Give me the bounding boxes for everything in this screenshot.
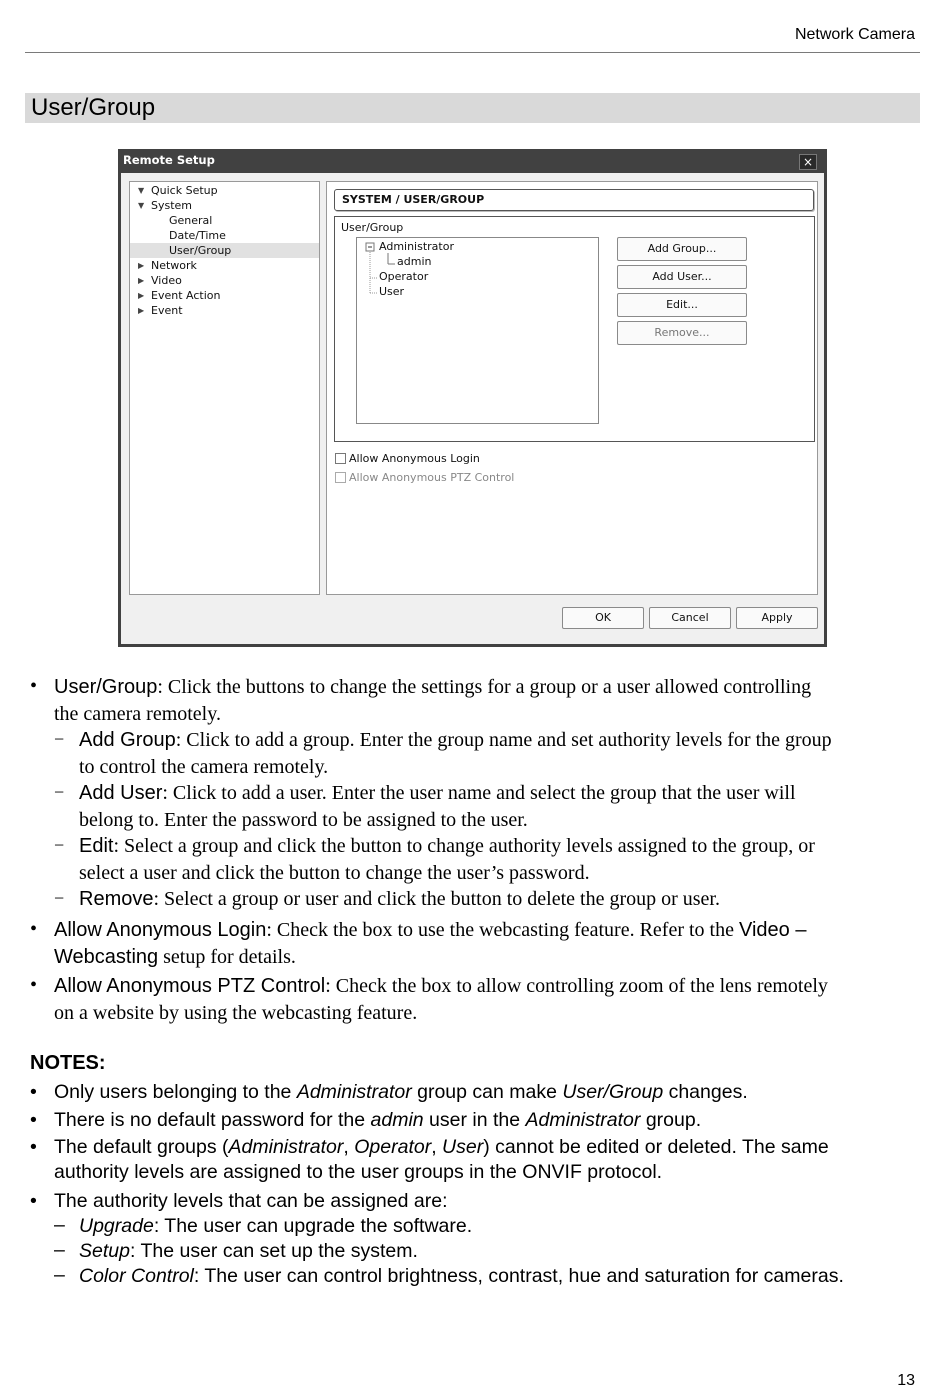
- dash: −: [54, 729, 65, 749]
- desc-text: : Check the box to use the webcasting feature. Refer to the: [266, 919, 739, 941]
- desc-add-user: [79, 780, 920, 833]
- desc-term: Add User: [79, 782, 163, 804]
- desc-text: to control the camera remotely.: [79, 755, 329, 778]
- nav-item-label: Event: [151, 304, 183, 317]
- expand-arrow-icon: ▶: [138, 306, 145, 315]
- tree-node-administrator[interactable]: Administrator: [379, 240, 454, 253]
- add-group-button[interactable]: Add Group...: [617, 237, 747, 261]
- bullet: •: [30, 1136, 37, 1158]
- desc-text: : Click to add a user. Enter the user name and select the group that the user will: [162, 782, 796, 804]
- desc-text: select a user and click the button to change the user’s password.: [79, 861, 590, 884]
- anonymous-login-checkbox[interactable]: [335, 452, 480, 466]
- desc-term: Allow Anonymous Login: [54, 919, 267, 941]
- note-text: changes.: [663, 1081, 748, 1103]
- desc-text: on a website by using the webcasting feature.: [54, 1001, 418, 1024]
- remote-setup-dialog: [118, 149, 827, 647]
- note-emphasis: Administrator: [228, 1136, 344, 1158]
- desc-text: : Click to add a group. Enter the group name and set authority levels for the group: [175, 729, 832, 751]
- ok-button[interactable]: OK: [562, 607, 644, 629]
- nav-item-label: User/Group: [169, 244, 232, 257]
- user-group-groupbox: [334, 216, 815, 442]
- note-text: : The user can control brightness, contrast, hue and saturation for cameras.: [193, 1265, 844, 1287]
- page-number: 13: [897, 1372, 915, 1389]
- desc-reference: Video –: [738, 919, 807, 941]
- nav-item-label: General: [169, 214, 213, 227]
- header-rule: [25, 52, 920, 53]
- cancel-button[interactable]: Cancel: [649, 607, 731, 629]
- level-setup: [79, 1239, 418, 1264]
- bullet: •: [30, 918, 38, 940]
- note-emphasis: Upgrade: [79, 1215, 154, 1237]
- note-emphasis: Administrator: [525, 1109, 641, 1131]
- desc-term: Edit: [79, 835, 114, 857]
- close-icon[interactable]: ×: [799, 154, 817, 170]
- bullet: •: [30, 1081, 37, 1103]
- desc-text: : Select a group and click the button to change authority levels assigned to the group, or: [113, 835, 815, 857]
- section-title: User/Group: [31, 94, 156, 121]
- note-text: group.: [640, 1109, 702, 1131]
- desc-text: : Select a group or user and click the button to delete the group or user.: [153, 888, 720, 910]
- desc-term: Add Group: [79, 729, 176, 751]
- note-text: authority levels are assigned to the user groups in the ONVIF protocol.: [54, 1161, 663, 1183]
- desc-text: the camera remotely.: [54, 702, 221, 725]
- expand-arrow-icon: ▶: [138, 291, 145, 300]
- document-title: Network Camera: [794, 26, 915, 43]
- section-heading-bar: [25, 93, 920, 123]
- tree-node-admin[interactable]: admin: [397, 255, 432, 268]
- note-text: : The user can upgrade the software.: [153, 1215, 473, 1237]
- apply-button[interactable]: Apply: [736, 607, 818, 629]
- dash: –: [54, 1239, 65, 1261]
- notes-title: NOTES:: [30, 1052, 106, 1074]
- checkbox-box[interactable]: [335, 472, 346, 483]
- bullet: •: [30, 675, 38, 697]
- expand-arrow-icon: ▼: [138, 186, 145, 195]
- tree-node-user[interactable]: User: [379, 285, 405, 298]
- nav-item-label: Network: [151, 259, 197, 272]
- nav-item-quick-setup[interactable]: [130, 183, 319, 198]
- expand-arrow-icon: ▼: [138, 201, 145, 210]
- panel-header-title: SYSTEM / USER/GROUP: [342, 193, 485, 206]
- note-emphasis: Color Control: [79, 1265, 194, 1287]
- desc-term: Allow Anonymous PTZ Control: [54, 975, 326, 997]
- nav-item-label: Quick Setup: [151, 184, 218, 197]
- note-2: [54, 1108, 701, 1133]
- note-text: The authority levels that can be assigned are:: [54, 1190, 448, 1212]
- note-emphasis: Operator: [354, 1136, 432, 1158]
- desc-text: belong to. Enter the password to be assigned to the user.: [79, 808, 528, 831]
- note-text: ,: [343, 1136, 355, 1158]
- note-text: ) cannot be edited or deleted. The same: [483, 1136, 829, 1158]
- remove-button[interactable]: Remove...: [617, 321, 747, 345]
- nav-item-general[interactable]: [130, 213, 319, 228]
- nav-item-event[interactable]: [130, 303, 319, 318]
- desc-remove: [79, 886, 920, 913]
- panel-header: [334, 189, 814, 211]
- expand-arrow-icon: ▶: [138, 276, 145, 285]
- dialog-title: Remote Setup: [123, 153, 215, 167]
- desc-text: : Click the buttons to change the settings for a group or a user allowed controlling: [157, 676, 812, 698]
- bullet: •: [30, 1190, 37, 1212]
- settings-nav-tree: [129, 181, 320, 595]
- desc-text: setup for details.: [158, 945, 296, 968]
- checkbox-label: Allow Anonymous PTZ Control: [349, 471, 515, 484]
- dialog-body: [121, 173, 824, 644]
- nav-item-label: Video: [151, 274, 182, 287]
- note-text: Only users belonging to the: [54, 1081, 297, 1103]
- nav-item-label: Event Action: [151, 289, 221, 302]
- tree-node-operator[interactable]: Operator: [379, 270, 429, 283]
- note-text: ,: [431, 1136, 443, 1158]
- dash: –: [54, 1214, 65, 1236]
- desc-term: Remove: [79, 888, 154, 910]
- desc-anonymous-ptz: [54, 973, 920, 1026]
- add-user-button[interactable]: Add User...: [617, 265, 747, 289]
- nav-item-user-group[interactable]: [130, 243, 319, 258]
- checkbox-label: Allow Anonymous Login: [349, 452, 480, 465]
- desc-add-group: [79, 727, 920, 780]
- desc-term: User/Group: [54, 676, 158, 698]
- desc-text: : Check the box to allow controlling zoom of the lens remotely: [325, 975, 828, 997]
- anonymous-ptz-checkbox[interactable]: [335, 471, 514, 485]
- level-upgrade: [79, 1214, 472, 1239]
- note-text: : The user can set up the system.: [129, 1240, 418, 1262]
- dash: –: [54, 1264, 65, 1286]
- nav-item-label: System: [151, 199, 193, 212]
- edit-button[interactable]: Edit...: [617, 293, 747, 317]
- nav-item-date-time[interactable]: [130, 228, 319, 243]
- desc-user-group: [54, 674, 920, 727]
- note-3: [54, 1135, 920, 1185]
- note-emphasis: Administrator: [296, 1081, 412, 1103]
- dash: −: [54, 835, 65, 855]
- note-text: The default groups (: [54, 1136, 229, 1158]
- bullet: •: [30, 1109, 37, 1131]
- expand-arrow-icon: ▶: [138, 261, 145, 270]
- dash: −: [54, 782, 65, 802]
- note-emphasis: admin: [370, 1109, 424, 1131]
- nav-item-event-action[interactable]: [130, 288, 319, 303]
- desc-reference: Webcasting: [54, 945, 159, 968]
- dash: −: [54, 888, 65, 908]
- desc-edit: [79, 833, 920, 886]
- groupbox-legend: User/Group: [341, 221, 404, 234]
- bullet: •: [30, 974, 38, 996]
- level-color-control: [79, 1264, 844, 1289]
- settings-panel: [326, 181, 818, 595]
- note-1: [54, 1080, 748, 1105]
- user-group-tree: [356, 237, 599, 424]
- nav-item-video[interactable]: [130, 273, 319, 288]
- note-text: group can make: [411, 1081, 563, 1103]
- note-text: There is no default password for the: [54, 1109, 371, 1131]
- nav-item-label: Date/Time: [169, 229, 226, 242]
- note-text: user in the: [423, 1109, 526, 1131]
- nav-item-network[interactable]: [130, 258, 319, 273]
- desc-anonymous-login: [54, 917, 920, 970]
- note-emphasis: User: [442, 1136, 484, 1158]
- note-emphasis: User/Group: [562, 1081, 664, 1103]
- note-emphasis: Setup: [79, 1240, 130, 1262]
- note-4: [54, 1189, 448, 1214]
- checkbox-box[interactable]: [335, 453, 346, 464]
- nav-item-system[interactable]: [130, 198, 319, 213]
